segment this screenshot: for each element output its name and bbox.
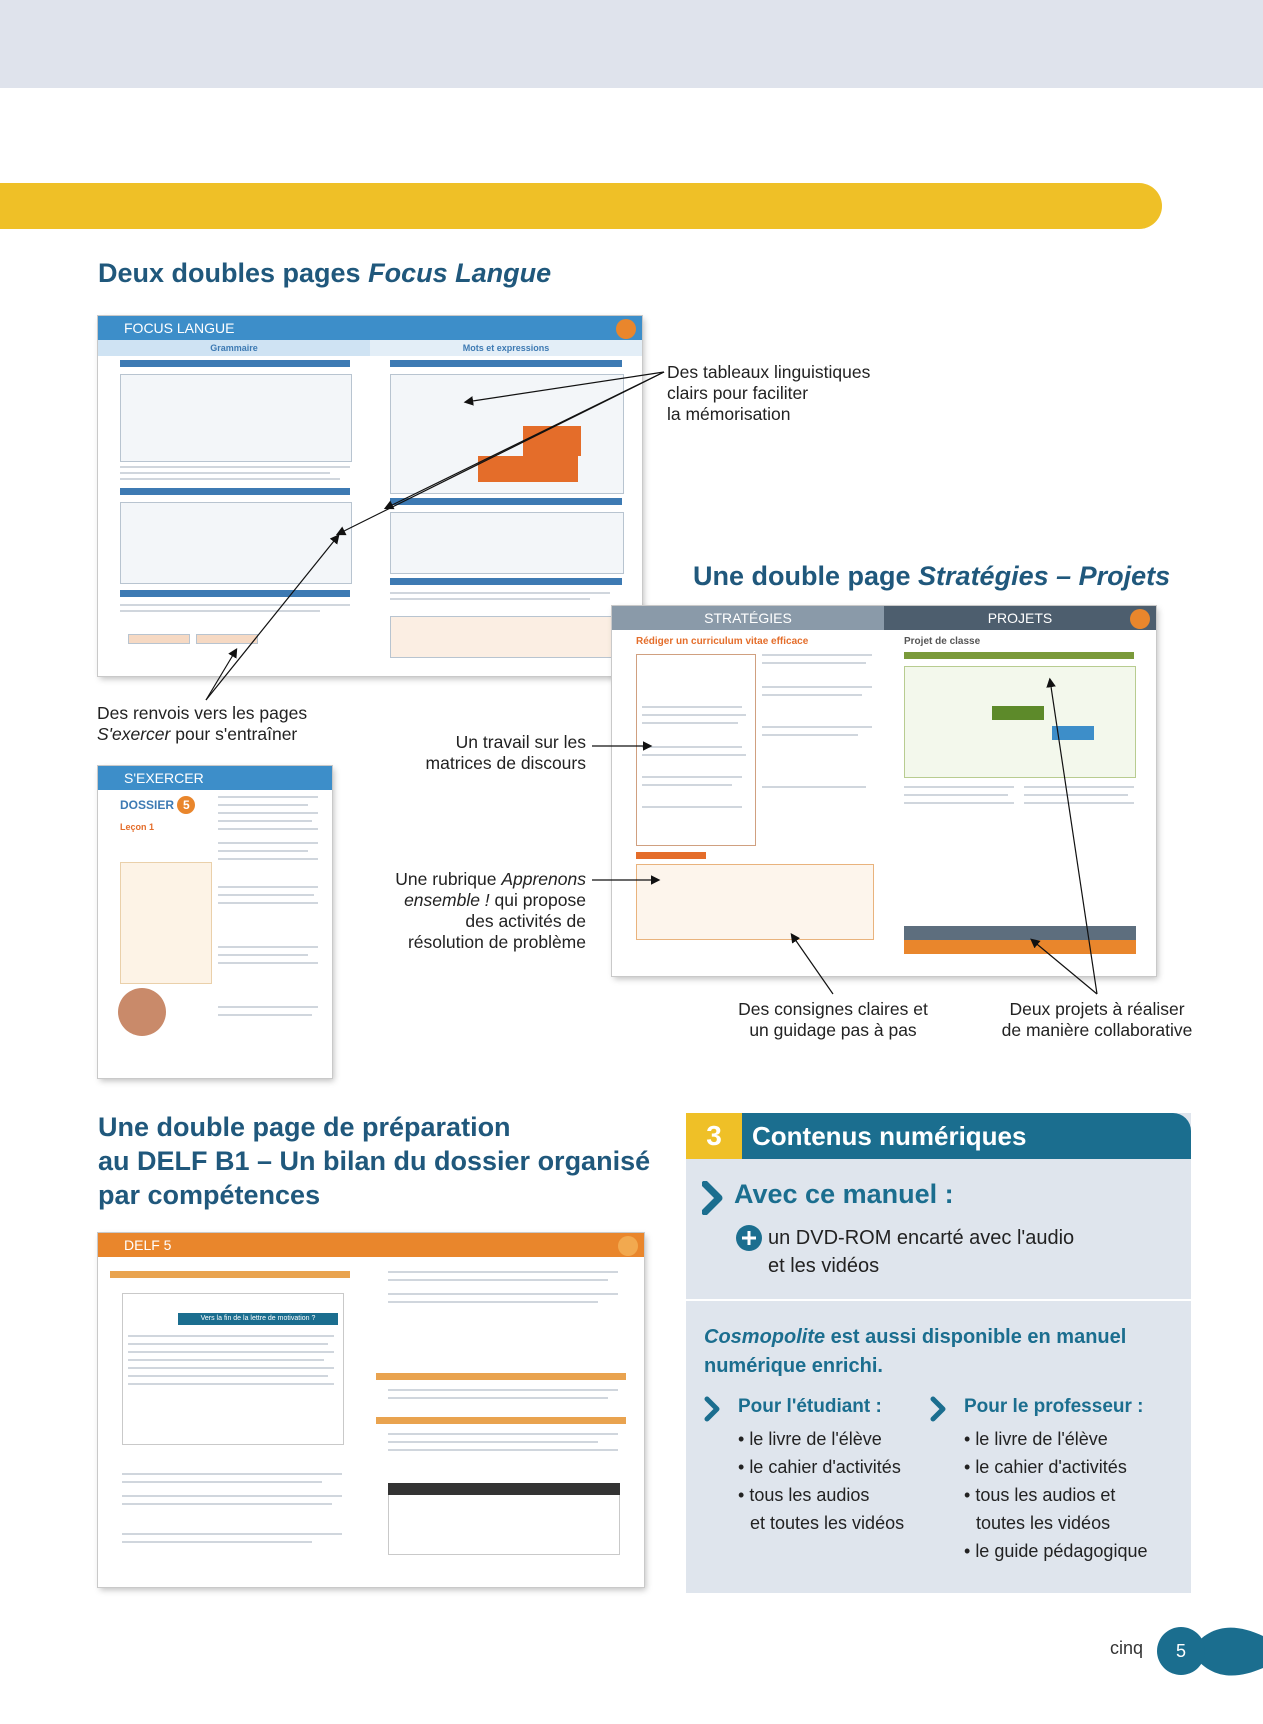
decor-line <box>388 1389 618 1391</box>
professeur-item <box>964 1509 1147 1537</box>
decor-line <box>128 1375 328 1377</box>
etudiant-list <box>738 1425 904 1537</box>
delf-title-line: Une double page de préparation <box>98 1112 511 1142</box>
item-text: le guide pédagogique <box>975 1541 1148 1561</box>
decor-line <box>388 1293 618 1295</box>
chevron-icon <box>702 1181 726 1215</box>
item-text: le cahier d'activités <box>975 1457 1127 1477</box>
anno-line: matrices de discours <box>425 753 586 773</box>
arrow-line <box>792 935 833 994</box>
focus-band-label: FOCUS LANGUE <box>124 320 235 336</box>
arrow-line <box>1032 940 1097 994</box>
etudiant-heading: Pour l'étudiant : <box>738 1396 882 1417</box>
decor-line <box>388 1279 608 1281</box>
anno-em: ensemble ! <box>404 890 490 910</box>
strategies-band-label: STRATÉGIES <box>704 610 792 626</box>
decor-line <box>122 1533 342 1535</box>
anno-line: des activités de <box>465 911 586 931</box>
delf-thumbnail <box>98 1233 644 1587</box>
decor-bar <box>376 1373 626 1380</box>
item-text: et toutes les vidéos <box>750 1513 905 1533</box>
anno-text: Une rubrique <box>395 869 502 889</box>
numerique-panel <box>686 1113 1191 1593</box>
professeur-item: • le livre de l'élève <box>964 1429 1108 1449</box>
item-text: le cahier d'activités <box>749 1457 901 1477</box>
delf-band-label: DELF 5 <box>124 1237 172 1253</box>
item-text: le livre de l'élève <box>749 1429 882 1449</box>
decor-bar <box>110 1271 350 1278</box>
focus-title-text: Deux doubles pages <box>98 258 361 288</box>
arrow-line <box>206 536 338 700</box>
dossier-text: DOSSIER <box>120 798 175 812</box>
item-text: tous les audios <box>749 1485 870 1505</box>
anno-em: Apprenons <box>501 869 586 889</box>
chevron-icon <box>930 1396 948 1422</box>
etudiant-item: • le livre de l'élève <box>738 1429 882 1449</box>
divider <box>686 1299 1191 1301</box>
anno-line: la mémorisation <box>667 404 791 424</box>
decor-line <box>388 1397 608 1399</box>
decor-line <box>128 1383 334 1385</box>
plus-icon <box>736 1225 762 1251</box>
decor-line <box>128 1335 334 1337</box>
item-text: le livre de l'élève <box>975 1429 1108 1449</box>
arrow-line <box>1050 680 1097 994</box>
decor-bar <box>376 1417 626 1424</box>
dvd-line: un DVD-ROM encarté avec l'audio <box>768 1227 1075 1249</box>
decor-line <box>388 1271 618 1273</box>
decor-line <box>122 1495 342 1497</box>
chevron-icon <box>704 1396 722 1422</box>
strategies-title-text: Une double page <box>693 561 911 591</box>
dvd-line: et les vidéos <box>768 1255 880 1277</box>
strategies-title-em: Stratégies – Projets <box>918 561 1171 591</box>
anno-text: pour s'entraîner <box>170 724 298 744</box>
projets-sub: Projet de classe <box>904 636 981 647</box>
decor-line <box>388 1449 618 1451</box>
anno-line: résolution de problème <box>407 932 586 952</box>
lecon-label: Leçon 1 <box>120 822 155 832</box>
professeur-item: • le cahier d'activités <box>964 1457 1127 1477</box>
cosmo-text: est aussi disponible en manuel <box>825 1326 1127 1348</box>
etudiant-item: • tous les audios <box>738 1485 870 1505</box>
decor-line <box>122 1473 342 1475</box>
anno-text: qui propose <box>489 890 586 910</box>
numerique-title: Contenus numériques <box>752 1121 1027 1151</box>
decor-line <box>128 1359 324 1361</box>
professeur-item: • le guide pédagogique <box>964 1541 1148 1561</box>
dossier-num: 5 <box>177 796 195 814</box>
decor-line <box>388 1433 618 1435</box>
decor-line <box>122 1503 332 1505</box>
etudiant-item: • le cahier d'activités <box>738 1457 901 1477</box>
mots-label: Mots et expressions <box>462 343 550 353</box>
dossier-badge <box>618 1236 638 1256</box>
decor-web-nav <box>388 1483 620 1495</box>
professeur-list <box>964 1425 1147 1565</box>
avec-manuel-heading: Avec ce manuel : <box>734 1179 954 1209</box>
delf-title-line: par compétences <box>98 1180 321 1210</box>
anno-line: clairs pour faciliter <box>667 383 809 403</box>
numerique-num: 3 <box>686 1113 742 1159</box>
decor-line <box>128 1351 334 1353</box>
cosmo-line: numérique enrichi. <box>704 1355 883 1377</box>
cosmopolite-text <box>704 1323 1126 1381</box>
item-text: toutes les vidéos <box>976 1513 1111 1533</box>
decor-line <box>122 1541 312 1543</box>
anno-line: Des tableaux linguistiques <box>667 362 871 382</box>
delf-title-line: au DELF B1 – Un bilan du dossier organisé <box>98 1146 651 1176</box>
professeur-item: • tous les audios et <box>964 1485 1116 1505</box>
focus-title-em: Focus Langue <box>368 258 552 288</box>
numerique-header <box>686 1113 1191 1159</box>
delf-title <box>98 1110 650 1212</box>
cosmo-em: Cosmopolite <box>704 1326 826 1348</box>
decor-line <box>128 1343 328 1345</box>
etudiant-item <box>738 1509 904 1537</box>
projets-band-label: PROJETS <box>987 610 1053 626</box>
strategies-sub: Rédiger un curriculum vitae efficace <box>636 636 809 647</box>
decor-line <box>122 1481 322 1483</box>
decor-line <box>388 1441 598 1443</box>
cosmo-line <box>704 1323 1126 1352</box>
page-word: cinq <box>1110 1638 1144 1658</box>
anno-line: Des renvois vers les pages <box>97 703 308 723</box>
page-number: 5 <box>1157 1627 1205 1675</box>
anno-line: Deux projets à réaliser <box>1009 999 1185 1019</box>
decor-line <box>388 1301 598 1303</box>
anno-em: S'exercer <box>97 724 171 744</box>
exercer-band-label: S'EXERCER <box>124 770 204 786</box>
anno-line: de manière collaborative <box>1001 1020 1193 1040</box>
anno-line: Un travail sur les <box>455 732 586 752</box>
delf-box-title: Vers la fin de la lettre de motivation ? <box>178 1313 338 1325</box>
anno-line: un guidage pas à pas <box>749 1020 917 1040</box>
anno-line: Des consignes claires et <box>738 999 928 1019</box>
professeur-heading: Pour le professeur : <box>964 1396 1144 1417</box>
item-text: tous les audios et <box>975 1485 1116 1505</box>
arrow-line <box>206 650 236 700</box>
decor-line <box>128 1367 334 1369</box>
dvd-text <box>768 1224 1074 1280</box>
grammaire-label: Grammaire <box>210 343 258 353</box>
delf-band <box>98 1233 644 1257</box>
